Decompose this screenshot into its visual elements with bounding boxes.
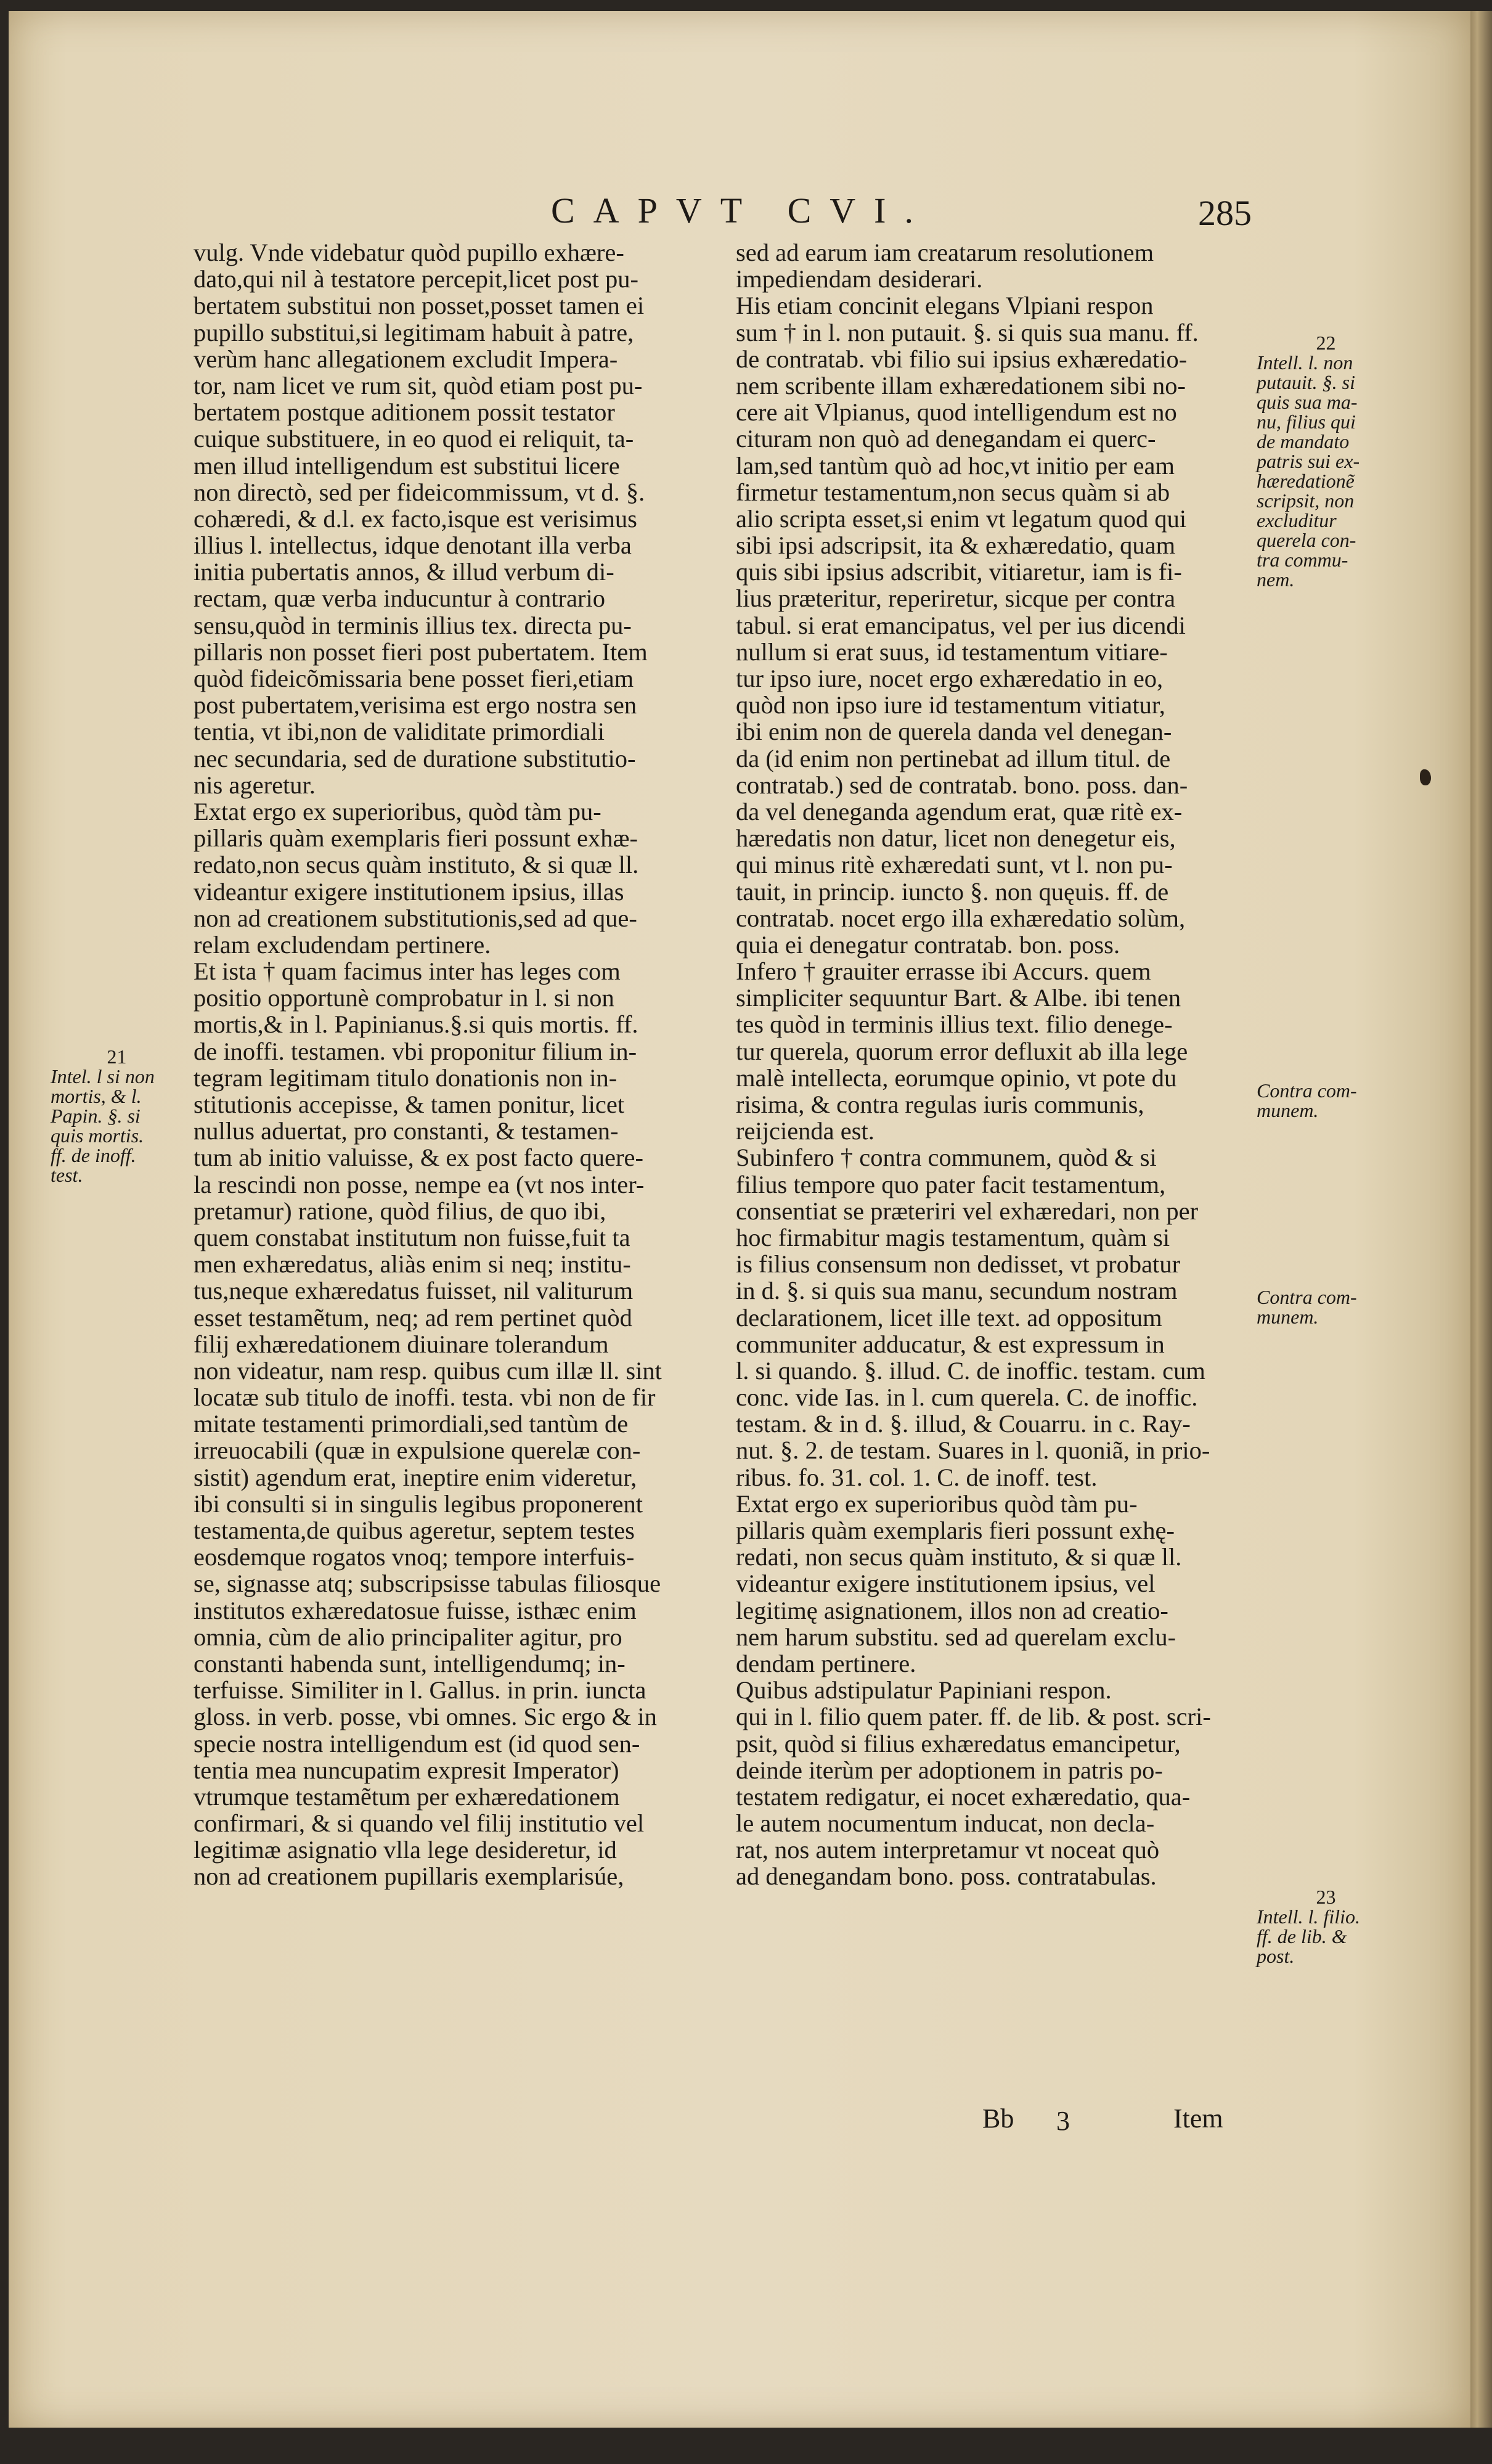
text-line: Infero † grauiter errasse ibi Accurs. quem bbox=[736, 957, 1151, 986]
text-line: se, signasse atq; subscripsisse tabulas filiosque bbox=[194, 1570, 661, 1598]
text-line: de contratab. vbi filio sui ipsius exhæredatio- bbox=[736, 345, 1188, 373]
text-line: qui minus ritè exhæredati sunt, vt l. non pu- bbox=[736, 851, 1173, 879]
text-line: lius præteritur, reperiretur, sicque per contra bbox=[736, 584, 1176, 613]
text-line: bertatem substitui non posset,posset tamen ei bbox=[194, 292, 645, 320]
text-line: sed ad earum iam creatarum resolutionem bbox=[736, 239, 1154, 266]
text-line: verùm hanc allegationem excludit Impera- bbox=[194, 345, 618, 373]
text-line: in d. §. si quis sua manu, secundum nostram bbox=[736, 1277, 1178, 1305]
text-line: Et ista † quam facimus inter has leges com bbox=[194, 957, 621, 986]
text-line: conc. vide Ias. in l. cum querela. C. de inoffic. bbox=[736, 1383, 1198, 1412]
text-line: gloss. in verb. posse, vbi omnes. Sic ergo & in bbox=[194, 1703, 657, 1731]
text-line: quòd non ipso iure id testamentum vitiatur, bbox=[736, 691, 1165, 719]
text-line: hæredationẽ bbox=[1257, 470, 1355, 492]
text-line: nem scribente illam exhæredationem sibi no- bbox=[736, 371, 1186, 399]
text-line: non ad creationem pupillaris exemplarisúe, bbox=[194, 1862, 624, 1891]
text-line: men exhæredatus, aliàs enim si neq; institu- bbox=[194, 1250, 631, 1279]
text-line: tabul. si erat emancipatus, vel per ius dicendi bbox=[736, 611, 1186, 639]
text-line: Intel. l si non bbox=[51, 1065, 155, 1087]
text-line: videantur exigere institutionem ipsius, vel bbox=[736, 1570, 1156, 1598]
text-line: legitimę asignationem, illos non ad creatio- bbox=[736, 1596, 1168, 1624]
page-footer bbox=[9, 2103, 1470, 2140]
text-line: pillaris quàm exemplaris fieri possunt exhæ- bbox=[194, 824, 638, 853]
text-line: pupillo substitui,si legitimam habuit à patre, bbox=[194, 318, 634, 346]
margin-note-contra-communem bbox=[1257, 1081, 1395, 1120]
text-line: ff. de lib. & bbox=[1257, 1925, 1347, 1947]
book-page bbox=[9, 11, 1470, 2428]
text-line: nut. §. 2. de testam. Suares in l. quoniã, in prio- bbox=[736, 1436, 1210, 1465]
text-line: tes quòd in terminis illius text. filio denege- bbox=[736, 1010, 1173, 1039]
text-line: simpliciter sequuntur Bart. & Albe. ibi tenen bbox=[736, 984, 1181, 1012]
text-line: patris sui ex- bbox=[1257, 450, 1360, 472]
text-line: da (id enim non pertinebat ad illum titul. de bbox=[736, 744, 1171, 772]
text-line: malè intellecta, eorumque opinio, vt pote du bbox=[736, 1063, 1177, 1092]
ink-blot bbox=[1420, 769, 1431, 785]
text-line: illius l. intellectus, idque denotant illa verba bbox=[194, 531, 632, 560]
text-line: Extat ergo ex superioribus, quòd tàm pu- bbox=[194, 797, 601, 825]
text-line: test. bbox=[51, 1164, 83, 1186]
text-line: filius tempore quo pater facit testamentum, bbox=[736, 1170, 1166, 1198]
text-line: relam excludendam pertinere. bbox=[194, 930, 491, 959]
text-line: omnia, cùm de alio principaliter agitur, pro bbox=[194, 1623, 622, 1651]
text-line: terfuisse. Similiter in l. Gallus. in prin. iuncta bbox=[194, 1676, 646, 1705]
margin-note-23 bbox=[1257, 1887, 1395, 1966]
text-line: quis sua ma- bbox=[1257, 391, 1358, 413]
text-line: positio opportunè comprobatur in l. si non bbox=[194, 984, 614, 1012]
text-line: querela con- bbox=[1257, 529, 1356, 551]
text-line: risima, & contra regulas iuris communis, bbox=[736, 1091, 1144, 1118]
page-edge bbox=[1467, 11, 1492, 2428]
text-line: quia ei denegatur contratab. bon. poss. bbox=[736, 930, 1120, 959]
margin-note-22 bbox=[1257, 333, 1395, 589]
text-line: mortis,& in l. Papinianus.§.si quis mortis. ff. bbox=[194, 1010, 638, 1039]
text-line: bertatem postque aditionem possit testator bbox=[194, 398, 615, 427]
text-line: tentia, vt ibi,non de validitate primordiali bbox=[194, 718, 605, 746]
text-line: Papin. §. si bbox=[51, 1105, 141, 1127]
text-line: reijcienda est. bbox=[736, 1117, 874, 1145]
text-line: institutos exhæredatosue fuisse, isthæc enim bbox=[194, 1596, 637, 1624]
text-line: contratab.) sed de contratab. bono. poss. dan- bbox=[736, 771, 1188, 799]
text-line: pillaris quàm exemplaris fieri possunt exhę- bbox=[736, 1516, 1175, 1544]
left-text-column bbox=[194, 239, 687, 1890]
text-line: mitate testamenti primordiali,sed tantùm de bbox=[194, 1410, 629, 1438]
text-line: Contra com- bbox=[1257, 1079, 1357, 1102]
text-line: impediendam desiderari. bbox=[736, 265, 983, 293]
text-line: nis ageretur. bbox=[194, 771, 316, 799]
text-line: l. si quando. §. illud. C. de inoffic. testam. cum bbox=[736, 1356, 1205, 1385]
text-line: nu, filius qui bbox=[1257, 411, 1356, 433]
text-line: deinde iterùm per adoptionem in patris po- bbox=[736, 1756, 1163, 1784]
catchword: Item bbox=[1173, 2103, 1223, 2134]
text-line: legitimæ asignatio vlla lege desideretur, id bbox=[194, 1836, 617, 1864]
text-line: stitutionis accepisse, & tamen ponitur, licet bbox=[194, 1091, 625, 1118]
text-line: scripsit, non bbox=[1257, 489, 1355, 512]
text-line: confirmari, & si quando vel filij institutio vel bbox=[194, 1809, 645, 1838]
text-line: redati, non secus quàm instituto, & si quæ ll. bbox=[736, 1543, 1182, 1571]
text-line: tum ab initio valuisse, & ex post facto quere- bbox=[194, 1144, 643, 1172]
text-line: hoc firmabitur magis testamentum, quàm si bbox=[736, 1223, 1170, 1251]
text-line: qui in l. filio quem pater. ff. de lib. & post. scri- bbox=[736, 1703, 1211, 1731]
text-line: lam,sed tantùm quò ad hoc,vt initio per eam bbox=[736, 451, 1175, 480]
text-line: sensu,quòd in terminis illius tex. directa pu- bbox=[194, 611, 632, 639]
text-line: tur ipso iure, nocet ergo exhæredatio in eo, bbox=[736, 665, 1164, 692]
page-header bbox=[9, 190, 1470, 239]
text-line: tur querela, quorum error defluxit ab illa lege bbox=[736, 1037, 1188, 1065]
text-line: Contra com- bbox=[1257, 1286, 1357, 1308]
text-line: nullus aduertat, pro constanti, & testamen- bbox=[194, 1117, 619, 1145]
text-line: irreuocabili (quæ in expulsione querelæ con- bbox=[194, 1436, 641, 1465]
text-line: sistit) agendum erat, ineptire enim videretur, bbox=[194, 1463, 637, 1491]
text-line: consentiat se præteriri vel exhæredari, non per bbox=[736, 1197, 1199, 1225]
text-line: redato,non secus quàm instituto, & si quæ ll. bbox=[194, 851, 639, 879]
text-line: is filius consensum non dedisset, vt probatur bbox=[736, 1250, 1181, 1279]
text-line: quis sibi ipsius adscribit, vitiaretur, iam is fi- bbox=[736, 558, 1182, 586]
text-line: non directò, sed per fideicommissum, vt d. §. bbox=[194, 478, 645, 506]
text-line: tra commu- bbox=[1257, 549, 1348, 571]
signature-number: 3 bbox=[1056, 2106, 1070, 2136]
text-line: nullum si erat suus, id testamentum vitiare- bbox=[736, 637, 1168, 666]
text-line: men illud intelligendum est substitui licere bbox=[194, 451, 620, 480]
text-line: firmetur testamentum,non secus quàm si ab bbox=[736, 478, 1170, 506]
text-line: nem. bbox=[1257, 568, 1295, 591]
text-line: testam. & in d. §. illud, & Couarru. in c. Ray- bbox=[736, 1410, 1191, 1438]
text-line: tor, nam licet ve rum sit, quòd etiam post pu- bbox=[194, 371, 643, 399]
margin-note-21 bbox=[51, 1047, 183, 1185]
text-line: de inoffi. testamen. vbi proponitur filium in- bbox=[194, 1037, 637, 1065]
text-line: post. bbox=[1257, 1945, 1295, 1967]
text-line: hæredatis non datur, licet non denegetur eis, bbox=[736, 824, 1176, 853]
text-line: testatem redigatur, ei nocet exhæredatio, qua- bbox=[736, 1782, 1191, 1811]
text-line: tentia mea nuncupatim expresit Imperator) bbox=[194, 1756, 619, 1784]
text-line: vulg. Vnde videbatur quòd pupillo exhære- bbox=[194, 239, 624, 266]
text-line: constanti habenda sunt, intelligendumq; in- bbox=[194, 1649, 626, 1677]
text-line: eosdemque rogatos vnoq; tempore interfuis- bbox=[194, 1543, 635, 1571]
text-line: de mandato bbox=[1257, 430, 1350, 452]
text-line: quòd fideicõmissaria bene posset fieri,etiam bbox=[194, 665, 634, 692]
text-line: alio scripta esset,si enim vt legatum quod qui bbox=[736, 504, 1187, 533]
text-line: cuique substituere, in eo quod ei reliquit, ta- bbox=[194, 425, 634, 453]
text-line: Subinfero † contra communem, quòd & si bbox=[736, 1144, 1157, 1172]
text-line: cere ait Vlpianus, quod intelligendum est no bbox=[736, 398, 1177, 427]
text-line: dato,qui nil à testatore percepit,licet post pu- bbox=[194, 265, 639, 293]
text-line: putauit. §. si bbox=[1257, 371, 1356, 393]
running-title: CAPVT CVI. bbox=[551, 190, 932, 231]
text-line: Quibus adstipulatur Papiniani respon. bbox=[736, 1676, 1112, 1705]
text-line: nec secundaria, sed de duratione substitutio- bbox=[194, 744, 636, 772]
text-line: Extat ergo ex superioribus quòd tàm pu- bbox=[736, 1489, 1138, 1518]
text-line: ibi enim non de querela danda vel denegan- bbox=[736, 718, 1172, 746]
text-line: initia pubertatis annos, & illud verbum di- bbox=[194, 558, 614, 586]
text-line: munem. bbox=[1257, 1306, 1319, 1328]
text-line: tus,neque exhæredatus fuisset, nil valiturum bbox=[194, 1277, 634, 1305]
text-line: specie nostra intelligendum est (id quod sen- bbox=[194, 1729, 640, 1758]
text-line: testamenta,de quibus ageretur, septem testes bbox=[194, 1516, 635, 1544]
text-line: ad denegandam bono. poss. contratabulas. bbox=[736, 1862, 1157, 1891]
text-line: sum † in l. non putauit. §. si quis sua manu. ff. bbox=[736, 318, 1199, 346]
text-line: tauit, in princip. iuncto §. non quęuis. ff. de bbox=[736, 877, 1169, 906]
text-line: rectam, quæ verba inducuntur à contrario bbox=[194, 584, 605, 613]
text-line: cituram non quò ad denegandam ei querc- bbox=[736, 425, 1156, 453]
text-line: ff. de inoff. bbox=[51, 1144, 136, 1166]
text-line: non ad creationem substitutionis,sed ad que- bbox=[194, 904, 637, 932]
page-number: 285 bbox=[1198, 193, 1252, 233]
margin-note-number: 21 bbox=[107, 1046, 127, 1068]
text-line: non videatur, nam resp. quibus cum illæ ll. sint bbox=[194, 1356, 662, 1385]
text-line: post pubertatem,verisima est ergo nostra sen bbox=[194, 691, 637, 719]
text-line: dendam pertinere. bbox=[736, 1649, 916, 1677]
margin-note-number: 22 bbox=[1316, 332, 1336, 354]
text-line: Intell. l. non bbox=[1257, 351, 1353, 374]
text-line: tegram legitimam titulo donationis non in- bbox=[194, 1063, 618, 1092]
text-line: rat, nos autem interpretamur vt noceat quò bbox=[736, 1836, 1160, 1864]
text-line: mortis, & l. bbox=[51, 1085, 142, 1107]
text-line: declarationem, licet ille text. ad oppositum bbox=[736, 1303, 1162, 1332]
text-line: cohæredi, & d.l. ex facto,isque est verisimus bbox=[194, 504, 637, 533]
text-line: locatæ sub titulo de inoffi. testa. vbi non de fir bbox=[194, 1383, 656, 1412]
text-line: filij exhæredationem diuinare tolerandum bbox=[194, 1330, 609, 1358]
text-line: nem harum substitu. sed ad querelam exclu- bbox=[736, 1623, 1176, 1651]
text-line: vtrumque testamẽtum per exhæredationem bbox=[194, 1782, 620, 1811]
text-line: excluditur bbox=[1257, 509, 1337, 531]
signature-mark: Bb bbox=[982, 2103, 1014, 2134]
text-line: ribus. fo. 31. col. 1. C. de inoff. test. bbox=[736, 1463, 1098, 1491]
right-text-column bbox=[736, 239, 1247, 1890]
text-line: da vel deneganda agendum erat, quæ ritè ex- bbox=[736, 797, 1183, 825]
margin-note-contra-communem bbox=[1257, 1287, 1395, 1327]
text-line: quis mortis. bbox=[51, 1124, 144, 1147]
text-line: pillaris non posset fieri post pubertatem. Item bbox=[194, 637, 648, 666]
text-line: psit, quòd si filius exhæredatus emancipetur, bbox=[736, 1729, 1181, 1758]
text-line: pretamur) ratione, quòd filius, de quo ibi, bbox=[194, 1197, 606, 1225]
margin-note-number: 23 bbox=[1316, 1886, 1336, 1908]
text-line: munem. bbox=[1257, 1099, 1319, 1121]
text-line: His etiam concinit elegans Vlpiani respon bbox=[736, 292, 1154, 320]
text-line: le autem nocumentum inducat, non decla- bbox=[736, 1809, 1155, 1838]
text-line: ibi consulti si in singulis legibus proponerent bbox=[194, 1489, 643, 1518]
text-line: Intell. l. filio. bbox=[1257, 1905, 1360, 1928]
text-line: sibi ipsi adscripsit, ita & exhæredatio, quam bbox=[736, 531, 1176, 560]
text-line: contratab. nocet ergo illa exhæredatio solùm, bbox=[736, 904, 1186, 932]
text-line: la rescindi non posse, nempe ea (vt nos inter- bbox=[194, 1170, 645, 1198]
text-line: videantur exigere institutionem ipsius, illas bbox=[194, 877, 624, 906]
text-line: quem constabat institutum non fuisse,fuit ta bbox=[194, 1223, 630, 1251]
text-line: esset testamẽtum, neq; ad rem pertinet quòd bbox=[194, 1303, 632, 1332]
text-line: communiter adducatur, & est expressum in bbox=[736, 1330, 1165, 1358]
